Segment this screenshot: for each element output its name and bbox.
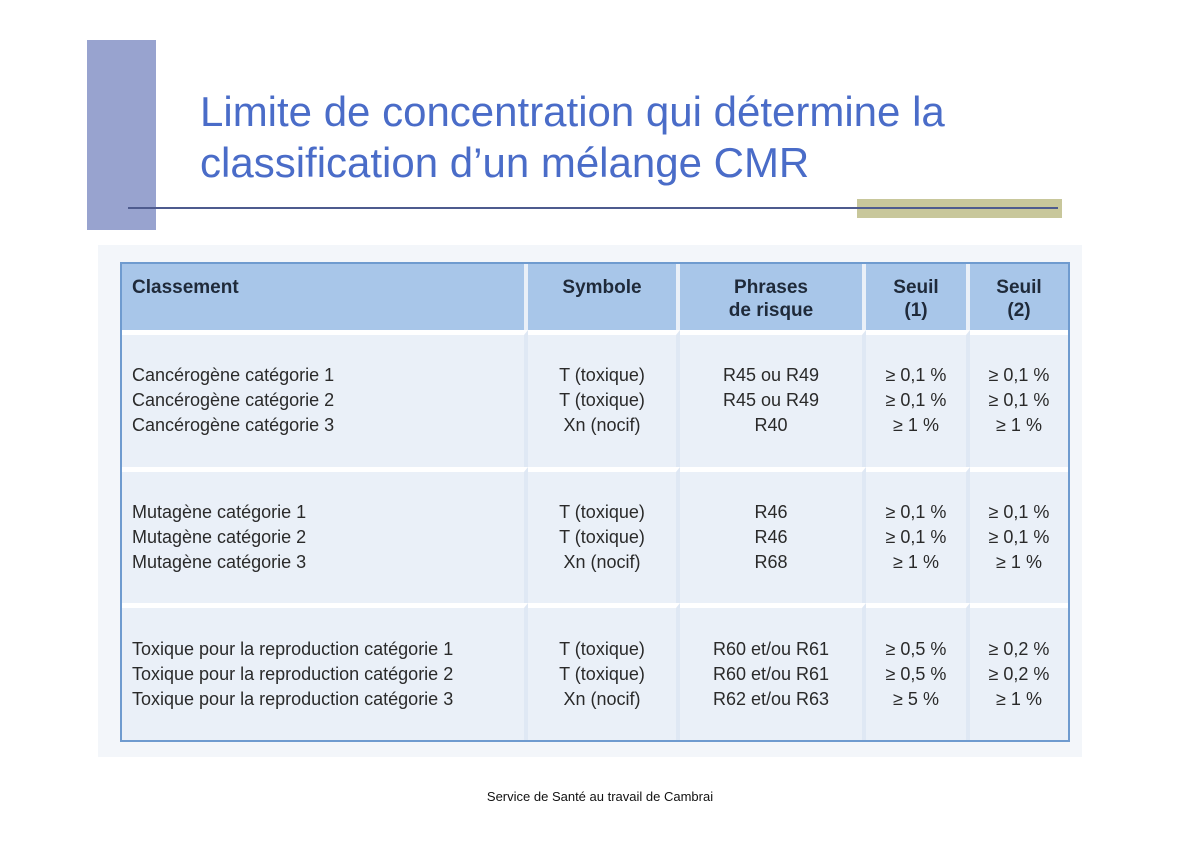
cell-seuil-2 (970, 330, 1068, 467)
table-cell: ≥ 0,1 % (988, 390, 1050, 411)
header-symbole: Symbole (528, 264, 680, 330)
table-cell: ≥ 0,2 % (988, 638, 1050, 659)
table-cell: R40 (754, 415, 788, 436)
table-cell: ≥ 1 % (893, 551, 939, 572)
table-cell: Cancérogène catégorie 1 (132, 365, 335, 386)
table-cell: ≥ 0,1 % (988, 365, 1050, 386)
table-cell: R62 et/ou R63 (712, 688, 830, 709)
table-cell: R46 (754, 501, 788, 522)
table-cell: Xn (nocif) (563, 551, 641, 572)
table-cell: ≥ 0,1 % (885, 526, 947, 547)
table-cell: T (toxique) (559, 663, 645, 684)
table-cell: Mutagène catégorie 3 (132, 551, 307, 572)
header-seuil-1 (866, 264, 970, 330)
table-cell: ≥ 0,2 % (988, 663, 1050, 684)
header-phrases-de-risque (680, 264, 866, 330)
cell-phrases (680, 603, 866, 740)
cell-symbole (528, 603, 680, 740)
table-cell: ≥ 0,5 % (885, 663, 947, 684)
table-cell: ≥ 0,1 % (988, 526, 1050, 547)
header-seuil-1-line-1: Seuil (893, 277, 939, 298)
table-cell: Toxique pour la reproduction catégorie 1 (132, 638, 454, 659)
table-cell: Toxique pour la reproduction catégorie 3 (132, 688, 454, 709)
slide-title (200, 86, 1100, 188)
cell-phrases (680, 330, 866, 467)
slide-title-line-1: Limite de concentration qui détermine la (200, 88, 945, 135)
table-cell: R45 ou R49 (722, 390, 820, 411)
slide-title-line-2: classification d’un mélange CMR (200, 139, 810, 186)
table-cell: ≥ 1 % (996, 688, 1042, 709)
title-underline (128, 207, 1058, 209)
header-seuil-2-line-1: Seuil (996, 277, 1042, 298)
table-cell: ≥ 0,1 % (885, 365, 947, 386)
footer-text: Service de Santé au travail de Cambrai (486, 789, 714, 804)
header-seuil-2 (970, 264, 1068, 330)
header-phrases-line-1: Phrases (734, 277, 808, 298)
table-cell: ≥ 0,1 % (885, 390, 947, 411)
table-cell: ≥ 1 % (996, 551, 1042, 572)
table-cell: ≥ 0,1 % (885, 501, 947, 522)
table-cell: ≥ 1 % (996, 415, 1042, 436)
table-cell: T (toxique) (559, 638, 645, 659)
header-classement: Classement (122, 264, 528, 330)
header-seuil-1-line-2: (1) (904, 300, 928, 321)
cell-seuil-1 (866, 603, 970, 740)
table-cell: Cancérogène catégorie 3 (132, 415, 335, 436)
cell-classement (122, 467, 528, 604)
table-cell: ≥ 5 % (893, 688, 939, 709)
cell-seuil-2 (970, 467, 1068, 604)
table-cell: R60 et/ou R61 (712, 638, 830, 659)
cell-symbole (528, 467, 680, 604)
table-cell: ≥ 0,5 % (885, 638, 947, 659)
table-cell: Mutagène catégorie 1 (132, 501, 307, 522)
table-cell: Xn (nocif) (563, 415, 641, 436)
cell-classement (122, 603, 528, 740)
table-cell: Cancérogène catégorie 2 (132, 390, 335, 411)
table-cell: R45 ou R49 (722, 365, 820, 386)
table-cell: T (toxique) (559, 390, 645, 411)
cmr-threshold-table (120, 262, 1070, 742)
header-phrases-line-2: de risque (728, 300, 814, 321)
table-cell: T (toxique) (559, 501, 645, 522)
table-cell: R60 et/ou R61 (712, 663, 830, 684)
table-cell: Mutagène catégorie 2 (132, 526, 307, 547)
cell-seuil-2 (970, 603, 1068, 740)
table-header-row (122, 264, 1068, 330)
table-cell: R46 (754, 526, 788, 547)
table-cell: Xn (nocif) (563, 688, 641, 709)
cell-phrases (680, 467, 866, 604)
header-seuil-2-line-2: (2) (1007, 300, 1031, 321)
table-cell: T (toxique) (559, 365, 645, 386)
table-group-mutagene (122, 467, 1068, 604)
table-group-reproduction (122, 603, 1068, 740)
table-cell: ≥ 1 % (893, 415, 939, 436)
table-cell: R68 (754, 551, 788, 572)
decorative-accent-block (87, 40, 156, 230)
cell-classement (122, 330, 528, 467)
table-cell: T (toxique) (559, 526, 645, 547)
table-cell: ≥ 0,1 % (988, 501, 1050, 522)
cell-symbole (528, 330, 680, 467)
table-group-cancerogene (122, 330, 1068, 467)
cell-seuil-1 (866, 467, 970, 604)
table-cell: Toxique pour la reproduction catégorie 2 (132, 663, 454, 684)
cell-seuil-1 (866, 330, 970, 467)
